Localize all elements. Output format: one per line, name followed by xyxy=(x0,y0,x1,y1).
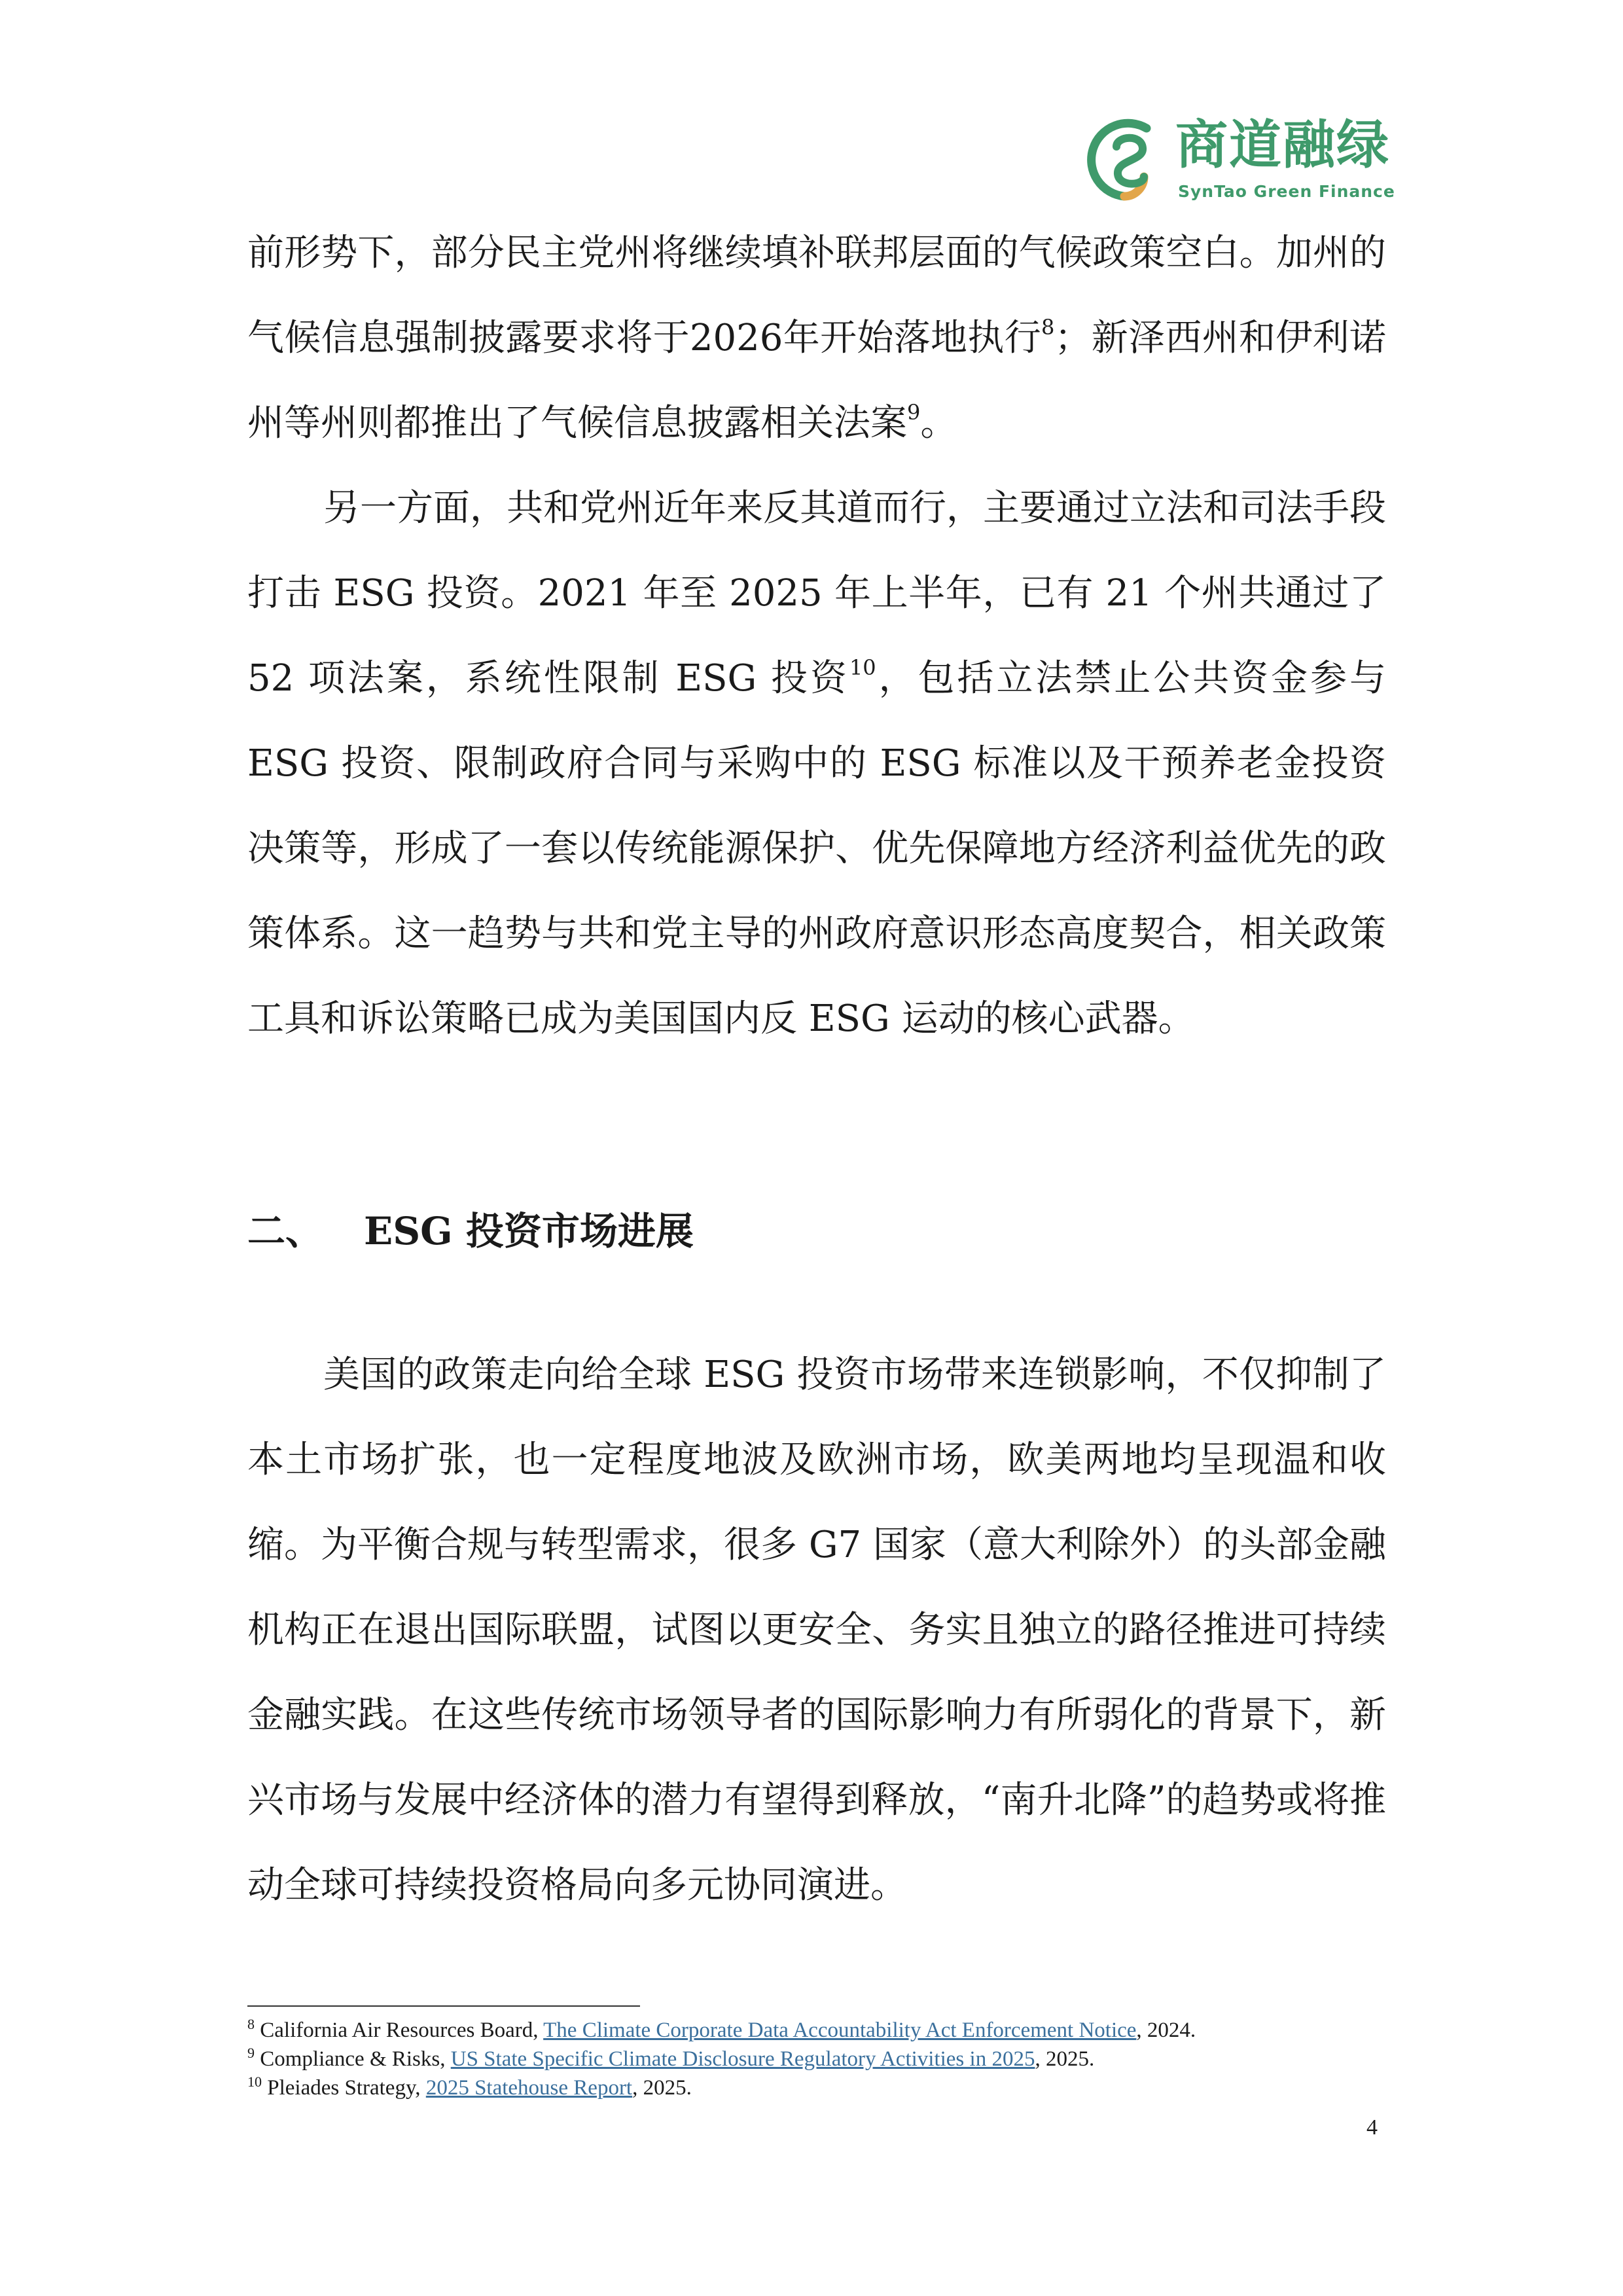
footnote-link[interactable]: 2025 Statehouse Report xyxy=(425,2076,633,2100)
paragraph-3-text: 美国的政策走向给全球 ESG 投资市场带来连锁影响，不仅抑制了本土市场扩张，也一定程度地波及欧洲市场，欧美两地均呈现温和收缩。为平衡合规与转型需求，很多 G7 国家（意大利除外）的头部金融机构正在退出国际联盟，试图以更安全、务实且独立的路径推进可持续金融实践。在这些传统市场领导者的国际影响力有所弱化的背景下，新兴市场与发展中经济体的潜力有望得到释放，“南升北降”的趋势或将推动全球可持续投资格局向多元协同演进。 xyxy=(247,1354,1386,1907)
paragraph-2-text-a: 另一方面，共和党州近年来反其道而行，主要通过立法和司法手段打击 ESG 投资。2021 年至 2025 年上半年，已有 21 个州共通过了 52 项法案，系统性限制 ESG 投资 xyxy=(247,487,1386,700)
logo-english-name: SynTao Green Finance xyxy=(1178,182,1395,201)
footnote-link[interactable]: US State Specific Climate Disclosure Regulatory Activities in 2025 xyxy=(450,2047,1035,2071)
footnote-9 xyxy=(247,2045,1386,2073)
footnotes xyxy=(247,2016,1386,2102)
footnote-source: Compliance & Risks, xyxy=(260,2047,451,2071)
footnote-ref-8[interactable]: 8 xyxy=(1041,315,1055,340)
footnote-divider xyxy=(247,2005,640,2007)
paragraph-3 xyxy=(247,1333,1386,1928)
footnote-number: 10 xyxy=(247,2073,262,2090)
syntao-s-logo-icon xyxy=(1079,114,1170,206)
footnote-year: , 2025. xyxy=(632,2076,692,2100)
paragraph-1-text-b: ；新泽西州和伊利诺州等州则都推出了气候信息披露相关法案 xyxy=(247,317,1387,444)
section-heading xyxy=(247,1202,694,1261)
section-number: 二、 xyxy=(247,1209,324,1253)
paragraph-1 xyxy=(247,211,1386,466)
paragraph-2 xyxy=(247,466,1386,1062)
footnote-8 xyxy=(247,2016,1386,2045)
footnote-year: , 2024. xyxy=(1136,2018,1196,2042)
paragraph-1-text-c: 。 xyxy=(920,402,957,444)
footnote-ref-9[interactable]: 9 xyxy=(907,400,921,425)
footnote-source: Pleiades Strategy, xyxy=(267,2076,426,2100)
footnote-10 xyxy=(247,2073,1386,2102)
page-number: 4 xyxy=(1366,2115,1378,2140)
paragraph-2-text-b: ，包括立法禁止公共资金参与 ESG 投资、限制政府合同与采购中的 ESG 标准以及干预养老金投资决策等，形成了一套以传统能源保护、优先保障地方经济利益优先的政策体系。这一趋势与共和党主导的州政府意识形态高度契合，相关政策工具和诉讼策略已成为美国国内反 ESG 运动的核心武器。 xyxy=(247,657,1387,1040)
footnote-year: , 2025. xyxy=(1035,2047,1095,2071)
section-title: ESG 投资市场进展 xyxy=(364,1209,694,1253)
footnote-link[interactable]: The Climate Corporate Data Accountability Act Enforcement Notice xyxy=(543,2018,1137,2042)
paragraph-1-text-a: 前形势下，部分民主党州将继续填补联邦层面的气候政策空白。加州的气候信息强制披露要求将于2026年开始落地执行 xyxy=(247,232,1386,359)
footnote-source: California Air Resources Board, xyxy=(260,2018,544,2042)
footnote-number: 8 xyxy=(247,2016,255,2032)
logo-chinese-name: 商道融绿 xyxy=(1175,115,1390,175)
syntao-logo xyxy=(1079,111,1393,209)
footnote-ref-10[interactable]: 10 xyxy=(849,655,876,680)
footnote-number: 9 xyxy=(247,2045,255,2061)
